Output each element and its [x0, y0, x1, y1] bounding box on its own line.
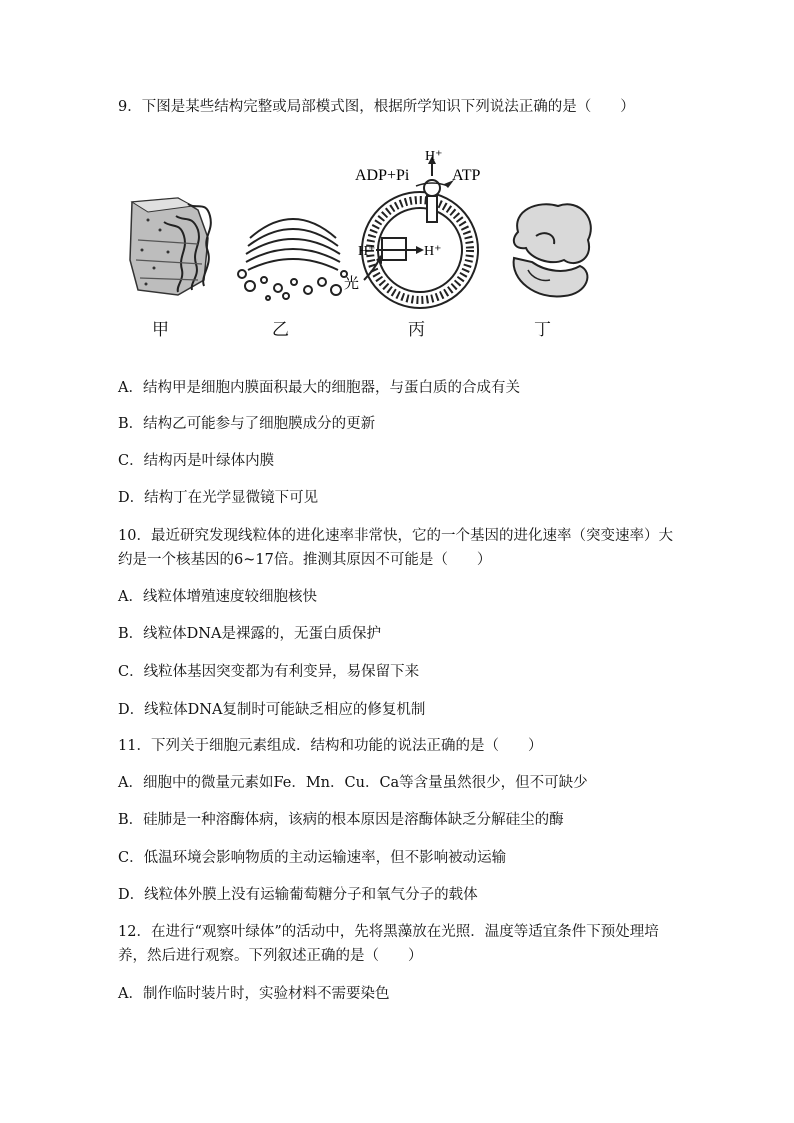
label-yi: 乙 — [272, 320, 289, 340]
q10-option-d: D．线粒体DNA复制时可能缺乏相应的修复机制 — [118, 702, 426, 718]
q12-stem-line1: 12．在进行“观察叶绿体”的活动中，先将黑藻放在光照．温度等适宜条件下预处理培 — [118, 924, 659, 940]
q9-stem: 9．下图是某些结构完整或局部模式图，根据所学知识下列说法正确的是（ ） — [118, 99, 635, 115]
q9-option-d: D．结构丁在光学显微镜下可见 — [118, 490, 319, 506]
h-left-label: H⁺ — [358, 244, 376, 259]
q10-option-b: B．线粒体DNA是裸露的，无蛋白质保护 — [118, 626, 381, 642]
q9-option-b: B．结构乙可能参与了细胞膜成分的更新 — [118, 416, 376, 432]
h-top-label: H⁺ — [425, 149, 443, 164]
structure-diagram — [118, 140, 638, 350]
q10-option-a: A．线粒体增殖速度较细胞核快 — [118, 589, 317, 605]
structure-jia-image — [130, 198, 211, 295]
q9-figure — [118, 140, 638, 350]
q12-stem-line2: 养，然后进行观察。下列叙述正确的是（ ） — [118, 948, 423, 964]
light-label: 光 — [344, 274, 360, 292]
atp-label: ATP — [452, 167, 481, 184]
q10-stem-line1: 10．最近研究发现线粒体的进化速率非常快，它的一个基因的进化速率（突变速率）大 — [118, 528, 673, 544]
q11-stem: 11．下列关于细胞元素组成．结构和功能的说法正确的是（ ） — [118, 738, 543, 754]
structure-yi-image — [238, 219, 347, 300]
q12-option-a: A．制作临时装片时，实验材料不需要染色 — [118, 986, 390, 1002]
structure-ding-image — [514, 204, 591, 296]
label-ding: 丁 — [534, 320, 551, 340]
label-jia: 甲 — [152, 320, 169, 340]
adp-label: ADP+Pi — [355, 167, 410, 184]
h-right-label: H⁺ — [424, 244, 442, 259]
q11-option-a: A．细胞中的微量元素如Fe．Mn．Cu．Ca等含量虽然很少，但不可缺少 — [118, 775, 588, 791]
q9-option-a: A．结构甲是细胞内膜面积最大的细胞器，与蛋白质的合成有关 — [118, 380, 520, 396]
q10-option-c: C．线粒体基因突变都为有利变异，易保留下来 — [118, 664, 420, 680]
q11-option-c: C．低温环境会影响物质的主动运输速率，但不影响被动运输 — [118, 850, 507, 866]
q11-option-b: B．硅肺是一种溶酶体病，该病的根本原因是溶酶体缺乏分解硅尘的酶 — [118, 812, 564, 828]
label-bing: 丙 — [408, 320, 425, 340]
q11-option-d: D．线粒体外膜上没有运输葡萄糖分子和氧气分子的载体 — [118, 887, 478, 903]
q10-stem-line2: 约是一个核基因的6~17倍。推测其原因不可能是（ ） — [118, 552, 492, 568]
q9-option-c: C．结构丙是叶绿体内膜 — [118, 453, 275, 469]
